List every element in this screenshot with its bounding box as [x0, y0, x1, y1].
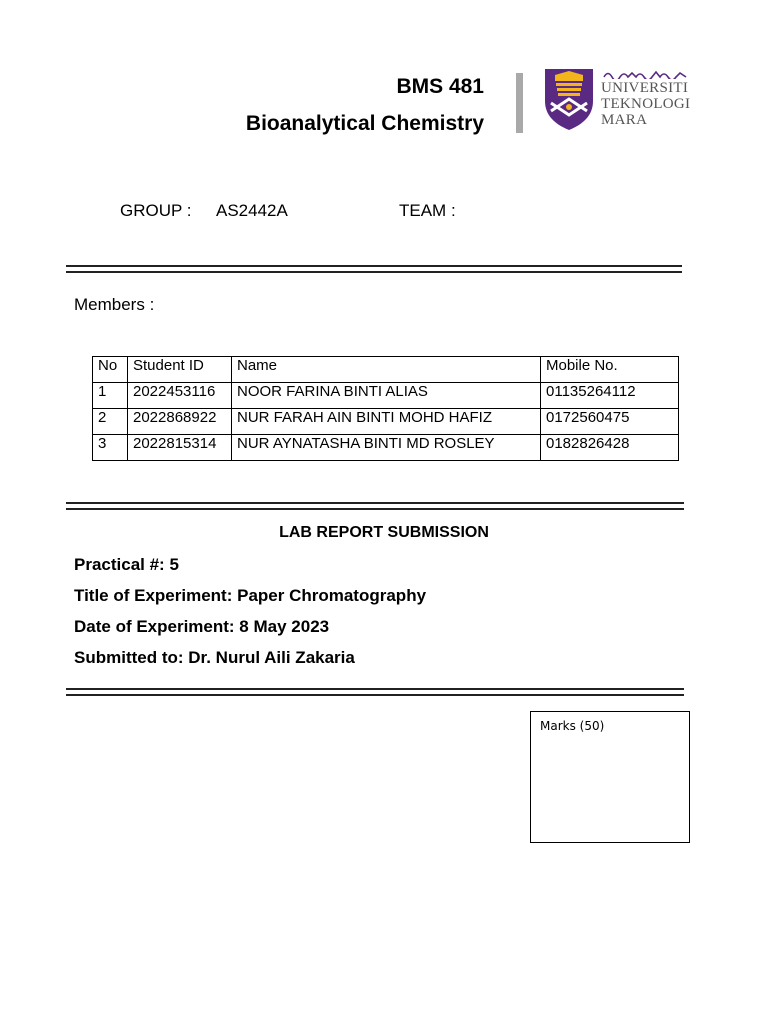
- group-label: GROUP :: [120, 201, 192, 220]
- cell-no: 2: [93, 409, 128, 435]
- column-header-no: No: [93, 357, 128, 383]
- cell-no: 3: [93, 435, 128, 461]
- experiment-date: Date of Experiment: 8 May 2023: [74, 617, 330, 636]
- cell-name: NOOR FARINA BINTI ALIAS: [232, 383, 541, 409]
- group-value: AS2442A: [216, 201, 288, 220]
- cell-student-id: 2022868922: [128, 409, 232, 435]
- marks-label: Marks (50): [540, 719, 605, 733]
- marks-box: [530, 711, 690, 843]
- course-code: BMS 481: [396, 75, 484, 98]
- university-name: [601, 80, 690, 128]
- logo-line-3: MARA: [601, 112, 648, 128]
- divider-2: [66, 502, 684, 510]
- cell-mobile: 01135264112: [541, 383, 679, 409]
- divider-1: [66, 265, 682, 273]
- experiment-title: Title of Experiment: Paper Chromatography: [74, 586, 427, 605]
- column-header-student-id: Student ID: [128, 357, 232, 383]
- cell-no: 1: [93, 383, 128, 409]
- cell-student-id: 2022453116: [128, 383, 232, 409]
- cell-name: NUR FARAH AIN BINTI MOHD HAFIZ: [232, 409, 541, 435]
- logo-line-2: TEKNOLOGI: [601, 96, 691, 112]
- members-label: Members :: [74, 295, 155, 314]
- submitted-to: Submitted to: Dr. Nurul Aili Zakaria: [74, 648, 355, 667]
- table-header-row: [93, 357, 679, 383]
- submission-heading: LAB REPORT SUBMISSION: [279, 524, 489, 541]
- divider-3: [66, 688, 684, 696]
- column-header-name: Name: [232, 357, 541, 383]
- practical-number: Practical #: 5: [74, 555, 179, 574]
- cell-student-id: 2022815314: [128, 435, 232, 461]
- column-header-mobile: Mobile No.: [541, 357, 679, 383]
- team-label: TEAM :: [399, 201, 456, 220]
- arabic-script-icon: [602, 69, 688, 79]
- members-table: [92, 356, 679, 461]
- cell-name: NUR AYNATASHA BINTI MD ROSLEY: [232, 435, 541, 461]
- uitm-shield-icon: [541, 67, 597, 131]
- title-separator-bar: [516, 73, 523, 133]
- table-row: [93, 383, 679, 409]
- course-name: Bioanalytical Chemistry: [245, 112, 484, 135]
- cell-mobile: 0182826428: [541, 435, 679, 461]
- table-row: [93, 435, 679, 461]
- table-row: [93, 409, 679, 435]
- cell-mobile: 0172560475: [541, 409, 679, 435]
- logo-line-1: UNIVERSITI: [601, 80, 689, 96]
